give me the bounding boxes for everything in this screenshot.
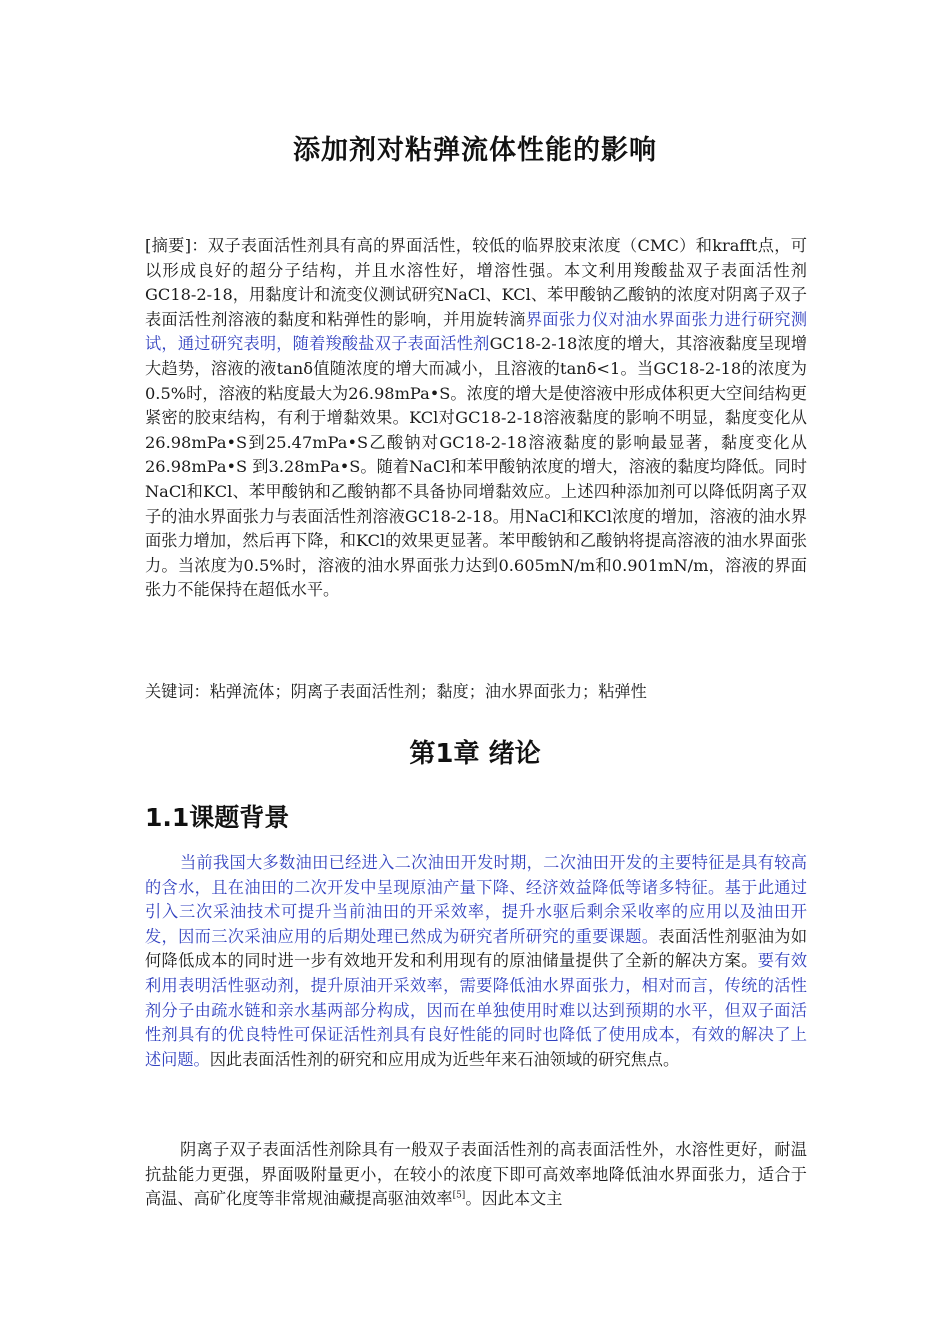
para2-text: 阴离子双子表面活性剂除具有一般双子表面活性剂的高表面活性外，水溶性更好，耐温抗盐能力更强，界面吸附量更小，在较小的浓度下即可高效率地降低油水界面张力，适合于高温、高矿化度等非常规油藏提高驱油效率 — [145, 1140, 807, 1209]
keywords-line: 关键词：粘弹流体；阴离子表面活性剂；黏度；油水界面张力；粘弹性 — [145, 682, 647, 701]
citation-ref[interactable]: [5] — [452, 1190, 466, 1201]
para2-tail: 。因此本文主 — [465, 1189, 563, 1209]
abstract-highlight: 界面张力仪对油水界面张力进行研究测试，通过研究表明，随着羧酸盐双子表面活性剂 — [145, 309, 808, 354]
section-heading: 1.1课题背景 — [145, 803, 290, 832]
para1-text-2: 因此表面活性剂的研究和应用成为近些年来石油领域的研究焦点。 — [209, 1049, 680, 1069]
abstract-text-2: GC18-2-18浓度的增大，其溶液黏度呈现增大趋势，溶液的液tanδ值随浓度的增大而减小，且溶液的tanδ<1。当GC18-2-18的浓度为0.5%时，溶液的粘度最大为26.98mPa•S。浓度的增大是使溶液中形成体积更大空间结构更紧密的胶束结构，有利于增黏效果。KCl对GC18-2-18溶液黏度的影响不明显，黏度变化从26.98mPa•S到25.47mPa•S乙酸钠对GC18-2-18溶液黏度的影响最显著，黏度变化从26.98mPa•S 到3.28mPa•S。随着NaCl和苯甲酸钠浓度的增大，溶液的黏度均降低。同时NaCl和KCl、苯甲酸钠和乙酸钠都不具备协同增黏效应。上述四种添加剂可以降低阴离子双子的油水界面张力与表面活性剂溶液GC18-2-18。用NaCl和KCl浓度的增加，溶液的油水界面张力增加，然后再下降，和KCl的效果更显著。苯甲酸钠和乙酸钠将提高溶液的油水界面张力。当浓度为0.5%时，溶液的油水界面张力达到0.605mN/m和0.901mN/m，溶液的界面张力不能保持在超低水平。 — [145, 334, 808, 600]
background-paragraph-2 — [145, 1138, 807, 1212]
chapter-heading: 第1章 绪论 — [409, 739, 541, 769]
para1-highlight-2: 要有效利用表明活性驱动剂，提升原油开采效率，需要降低油水界面张力，相对而言，传统的活性剂分子由疏水链和亲水基两部分构成，因而在单独使用时难以达到预期的水平，但双子面活性剂具有的优良特性可保证活性剂具有良好性能的同时也降低了使用成本，有效的解决了上述问题。 — [145, 951, 808, 1069]
para1-highlight-1: 当前我国大多数油田已经进入二次油田开发时期，二次油田开发的主要特征是具有较高的含水，且在油田的二次开发中呈现原油产量下降、经济效益降低等诸多特征。基于此通过引入三次采油技术可提升当前油田的开采效率，提升水驱后剩余采收率的应用以及油田开发，因而三次采油应用的后期处理已然成为研究者所研究的重要课题。 — [145, 853, 807, 946]
abstract-text-1: [摘要]：双子表面活性剂具有高的界面活性，较低的临界胶束浓度（CMC）和krafft点，可以形成良好的超分子结构，并且水溶性好，增溶性强。本文利用羧酸盐双子表面活性剂GC18-2-18，用黏度计和流变仪测试研究NaCl、KCl、苯甲酸钠乙酸钠的浓度对阴离子双子表面活性剂溶液的黏度和粘弹性的影响，并用旋转滴 — [145, 236, 807, 329]
abstract-paragraph — [145, 234, 807, 603]
para1-text-1: 表面活性剂驱油为如何降低成本的同时进一步有效地开发和利用现有的原油储量提供了全新的解决方案。 — [145, 926, 808, 971]
document-title: 添加剂对粘弹流体性能的影响 — [293, 135, 657, 166]
background-paragraph-1 — [145, 851, 807, 1072]
